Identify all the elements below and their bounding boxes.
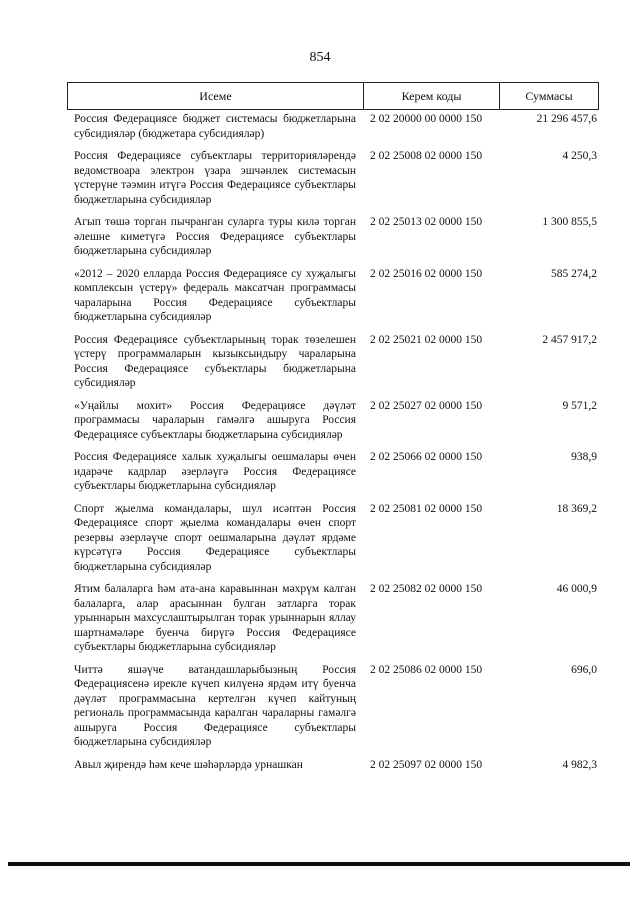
row-name: Россия Федерациясе халык хуҗалыгы оешмалары өчен идарәче кадрлар әзерләүгә Россия Федерациясе субъектлары бюджетларына субсидияләр xyxy=(74,451,356,492)
row-sum: 1 300 855,5 xyxy=(542,216,597,228)
bottom-divider xyxy=(8,862,630,866)
table-row xyxy=(74,267,599,325)
row-code: 2 02 25008 02 0000 150 xyxy=(370,150,483,162)
table-row xyxy=(74,758,599,773)
header-name: Исеме xyxy=(68,83,364,109)
table-row xyxy=(74,112,599,141)
row-sum: 4 250,3 xyxy=(562,150,597,162)
row-code: 2 02 25082 02 0000 150 xyxy=(370,583,483,595)
table-row xyxy=(74,399,599,443)
row-name: Россия Федерациясе субъектлары территорияләрендә ведомствоара электрон үзара эшчәнлек системасын үстерүне тәэмин итүгә Россия Федерациясе субъектлары бюджетларына субсидияләр xyxy=(74,150,356,206)
row-name: Читтә яшәүче ватандашларыбызның Россия Федерациясенә ирекле күчеп килүенә ярдәм итү буенча дәүләт программасына кертелгән күчеп кайтуның региональ программасында каралган чараларны гамәлгә ашыруга Россия Федерациясе субъектлары бюджетларына субсидияләр xyxy=(74,663,356,748)
row-name: «Уңайлы мохит» Россия Федерациясе дәүләт программасы чараларын гамәлгә ашыруга Россия Федерациясе субъектлары бюджетларына субсидияләр xyxy=(74,399,356,441)
header-sum: Суммасы xyxy=(525,88,573,103)
row-code: 2 02 25016 02 0000 150 xyxy=(370,267,483,280)
table-header xyxy=(67,82,599,110)
row-sum: 4 982,3 xyxy=(562,758,597,771)
row-code: 2 02 25097 02 0000 150 xyxy=(370,758,483,771)
row-sum: 18 369,2 xyxy=(556,502,597,515)
table-row xyxy=(74,333,599,391)
row-sum: 46 000,9 xyxy=(556,583,597,595)
row-sum: 696,0 xyxy=(571,663,597,676)
row-name: Россия Федерациясе бюджет системасы бюджетларына субсидияләр (бюджетара субсидияләр) xyxy=(74,113,356,140)
table-row xyxy=(74,149,599,207)
row-name: «2012 – 2020 елларда Россия Федерациясе су хуҗалыгы комплексын үстерү» федераль максатчан программасы чараларына Россия Федерациясе субъектлары бюджетларына субсидияләр xyxy=(74,267,356,323)
row-sum: 21 296 457,6 xyxy=(536,113,597,125)
row-code: 2 02 20000 00 0000 150 xyxy=(370,113,483,125)
row-name: Россия Федерациясе субъектларының торак төзелешен үстерү программаларын кызыксындыру чараларына Россия Федерациясе субъектлары бюджетларына субсидияләр xyxy=(74,333,356,389)
row-code: 2 02 25086 02 0000 150 xyxy=(370,663,483,676)
row-sum: 585 274,2 xyxy=(551,267,597,280)
table-row xyxy=(74,582,599,655)
page-number: 854 xyxy=(309,50,331,65)
row-code: 2 02 25027 02 0000 150 xyxy=(370,399,483,412)
row-sum: 938,9 xyxy=(571,451,597,463)
table-row xyxy=(74,502,599,575)
row-code: 2 02 25066 02 0000 150 xyxy=(370,451,483,463)
row-code: 2 02 25013 02 0000 150 xyxy=(370,216,483,228)
row-code: 2 02 25021 02 0000 150 xyxy=(370,333,483,346)
row-name: Агып төшә торган пычранган суларга туры килә торган әлешне киметүгә Россия Федерациясе субъектлары бюджетларына субсидияләр xyxy=(74,216,356,257)
row-sum: 2 457 917,2 xyxy=(542,333,597,346)
row-sum: 9 571,2 xyxy=(562,399,597,412)
row-name: Ятим балаларга һәм ата-ана каравыннан мәхрүм калган балаларга, алар арасыннан булган затларга торак урыннарын махсуслаштырылган торак урыннарын яллау шартнамәләре буенча бирүгә Россия Федерациясе субъектлары бюджетларына субсидияләр xyxy=(74,583,356,653)
row-name: Авыл җирендә һәм кече шәһәрләрдә урнашкан xyxy=(74,758,303,771)
table-row xyxy=(74,663,599,750)
row-code: 2 02 25081 02 0000 150 xyxy=(370,502,483,515)
table-row xyxy=(74,215,599,259)
row-name: Спорт җыелма командалары, шул исәптән Россия Федерациясе спорт җыелма командалары өчен спорт резервы әзерләүче спорт оешмаларына дәүләт ярдәме күрсәтүгә Россия Федерациясе субъектлары бюджетларына субсидияләр xyxy=(74,502,356,573)
table-row xyxy=(74,450,599,494)
table-body xyxy=(74,112,599,780)
header-code: Керем коды xyxy=(364,83,500,109)
